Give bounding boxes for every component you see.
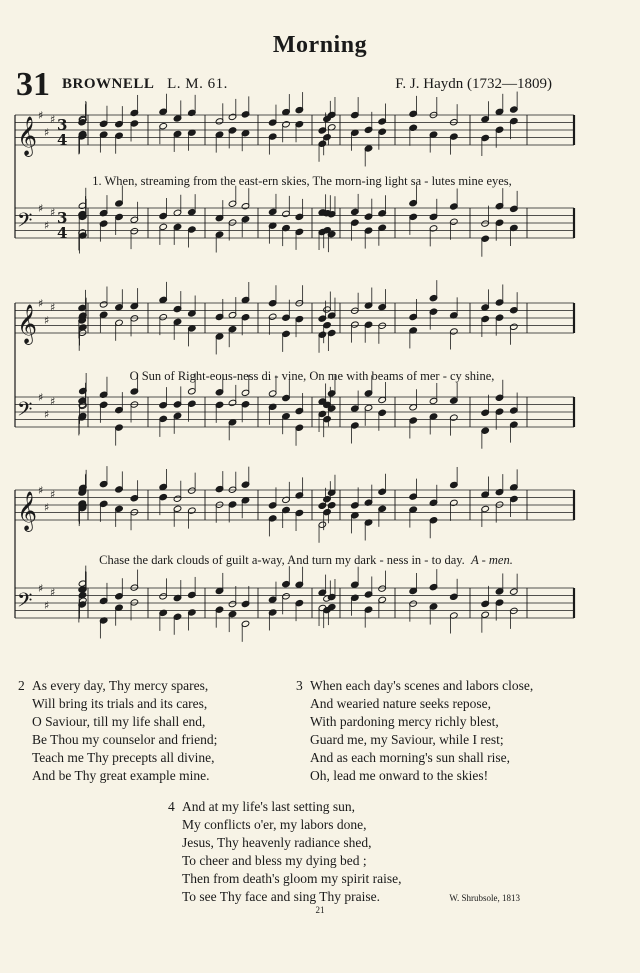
sharp-icon: ♯ xyxy=(38,297,44,310)
treble-clef-icon: 𝄞 xyxy=(17,491,38,531)
sharp-icon: ♯ xyxy=(44,126,50,139)
tune-name: BROWNELL xyxy=(62,76,155,92)
amen-text: A - men. xyxy=(471,553,513,567)
time-signature: 3 xyxy=(57,209,68,227)
sharp-icon: ♯ xyxy=(38,582,44,595)
sharp-icon: ♯ xyxy=(44,599,50,612)
stanza-number: 4 xyxy=(168,799,175,814)
stanza-2 xyxy=(18,677,218,785)
attribution: W. Shrubsole, 1813 xyxy=(449,893,520,903)
stanza-line: My conflicts o'er, my labors done, xyxy=(182,817,367,832)
stanza-line: Jesus, Thy heavenly radiance shed, xyxy=(182,835,372,850)
sharp-icon: ♯ xyxy=(38,391,44,404)
time-signature: 3 xyxy=(57,116,68,134)
sharp-icon: ♯ xyxy=(38,202,44,215)
lyric-line-2: O Sun of Right-eous-ness di - vine, On me with beams of mer - cy shine, xyxy=(129,369,495,383)
stanza-line: Then from death's gloom my spirit raise, xyxy=(182,871,402,886)
stanza-line: And wearied nature seeks repose, xyxy=(310,696,492,711)
bass-clef-icon: 𝄢 xyxy=(17,588,33,617)
sharp-icon: ♯ xyxy=(50,206,56,219)
page-number: 21 xyxy=(315,905,325,915)
treble-clef-icon: 𝄞 xyxy=(17,116,38,156)
treble-clef-icon: 𝄞 xyxy=(17,304,38,344)
stanza-line: Be Thou my counselor and friend; xyxy=(32,732,218,747)
sharp-icon: ♯ xyxy=(44,408,50,421)
meter: L. M. 61. xyxy=(167,76,228,92)
sharp-icon: ♯ xyxy=(50,301,56,314)
stanza-line: As every day, Thy mercy spares, xyxy=(32,678,209,693)
time-signature: 4 xyxy=(57,131,68,149)
sharp-icon: ♯ xyxy=(44,314,50,327)
sharp-icon: ♯ xyxy=(50,488,56,501)
lyric-line-1: 1. When, streaming from the east-ern skies, The morn-ing light sa - lutes mine eyes, xyxy=(92,174,512,188)
sharp-icon: ♯ xyxy=(38,109,44,122)
stanza-line: With pardoning mercy richly blest, xyxy=(310,714,499,729)
composer: F. J. Haydn (1732—1809) xyxy=(395,76,552,92)
stanza-line: O Saviour, till my life shall end, xyxy=(32,714,206,729)
stanza-line: Oh, lead me onward to the skies! xyxy=(310,768,489,783)
stanza-number: 3 xyxy=(296,678,303,693)
sharp-icon: ♯ xyxy=(50,586,56,599)
stanza-line: When each day's scenes and labors close, xyxy=(310,678,534,693)
stanza-line: To cheer and bless my dying bed ; xyxy=(182,853,367,868)
bass-clef-icon: 𝄢 xyxy=(17,397,33,426)
lyric-line-3-text: Chase the dark clouds of guilt a-way, And turn my dark - ness in - to day. xyxy=(99,553,465,567)
stanza-line: And at my life's last setting sun, xyxy=(182,799,356,814)
time-signature: 4 xyxy=(57,224,68,242)
sharp-icon: ♯ xyxy=(50,395,56,408)
stanza-line: To see Thy face and sing Thy praise. xyxy=(182,889,380,904)
hymn-title: Morning xyxy=(272,32,368,58)
bass-clef-icon: 𝄢 xyxy=(17,208,33,237)
stanza-line: Will bring its trials and its cares, xyxy=(32,696,208,711)
lyric-line-3 xyxy=(40,553,572,568)
sharp-icon: ♯ xyxy=(38,484,44,497)
sharp-icon: ♯ xyxy=(44,501,50,514)
stanza-line: And be Thy great example mine. xyxy=(32,768,210,783)
stanza-3 xyxy=(296,677,534,785)
stanza-line: And as each morning's sun shall rise, xyxy=(310,750,511,765)
sharp-icon: ♯ xyxy=(50,113,56,126)
hymn-number: 31 xyxy=(16,66,50,103)
sharp-icon: ♯ xyxy=(44,219,50,232)
stanza-4 xyxy=(168,798,402,906)
stanza-line: Teach me Thy precepts all divine, xyxy=(32,750,215,765)
stanza-number: 2 xyxy=(18,678,25,693)
stanza-line: Guard me, my Saviour, while I rest; xyxy=(310,732,504,747)
